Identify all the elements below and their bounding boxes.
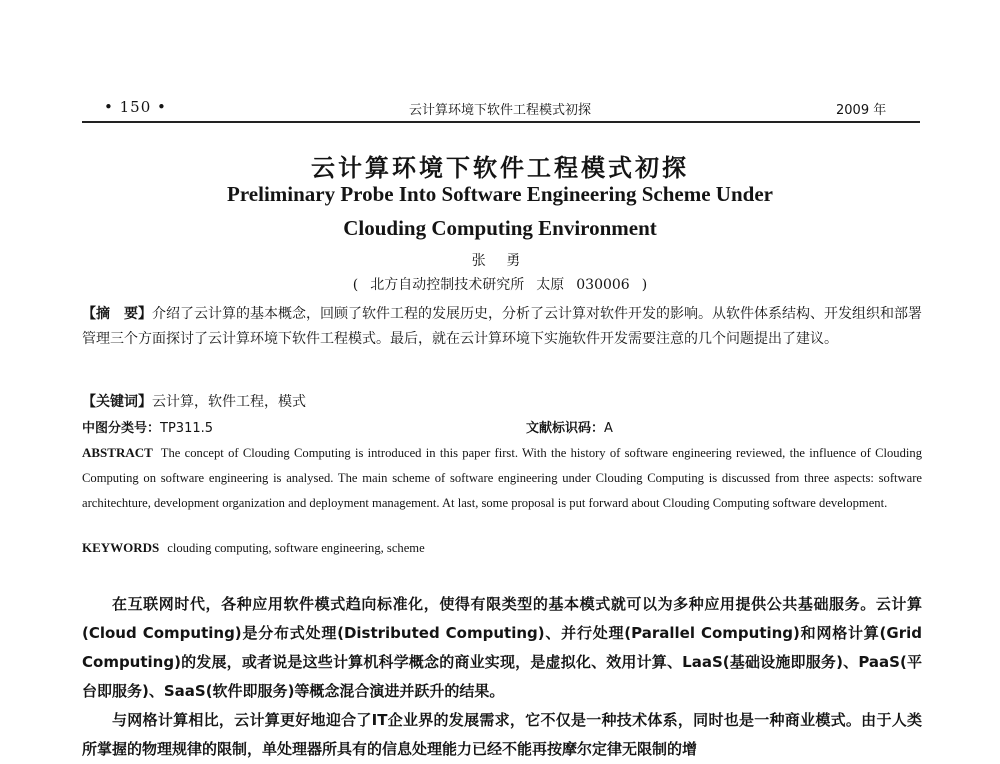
title-english-line2: Clouding Computing Environment [343, 216, 657, 240]
affiliation-close: ) [641, 277, 648, 293]
keywords-english [82, 540, 425, 556]
running-title: 云计算环境下软件工程模式初探 [408, 103, 591, 118]
header-rule [82, 121, 920, 123]
abstract-english [82, 440, 922, 516]
abstract-english-label: ABSTRACT [82, 445, 153, 460]
doc-code-value: A [604, 421, 613, 436]
body-paragraph-1: 在互联网时代，各种应用软件模式趋向标准化，使得有限类型的基本模式就可以为多种应用提供公共基础服务。云计算(Cloud Computing)是分布式处理(Distributed Computing)、并行处理(Parallel Computing)和网格计算(Grid Computing)的发展，或者说是这些计算机科学概念的商业实现，是虚拟化、效用计算、LaaS(基础设施即服务)、PaaS(平台即服务)、SaaS(软件即服务)等概念混合演进并跃升的结果。 [82, 595, 922, 700]
title-chinese: 云计算环境下软件工程模式初探 [311, 154, 689, 182]
abstract-chinese-text: 介绍了云计算的基本概念，回顾了软件工程的发展历史，分析了云计算对软件开发的影响。从软件体系结构、开发组织和部署管理三个方面探讨了云计算环境下软件工程模式。最后，就在云计算环境下实施软件开发需要注意的几个问题提出了建议。 [82, 306, 922, 347]
clc-value: TP311.5 [160, 421, 214, 436]
affiliation-city: 太原 [536, 277, 565, 293]
keywords-chinese-label: 【关键词】 [82, 394, 152, 410]
page-number: • 150 • [104, 98, 167, 116]
abstract-chinese [82, 302, 922, 352]
affiliation [0, 274, 1000, 294]
doc-code-label: 文献标识码： [526, 421, 605, 436]
affiliation-org: 北方自动控制技术研究所 [370, 277, 525, 293]
abstract-english-text: The concept of Clouding Computing is introduced in this paper first. With the history of software engineering reviewed, the influence of Clouding Computing on software engineering is analysed. The main scheme of software engineering under Clouding Computing is discussed from three aspects: software architechture, development organization and deployment management. At last, some proposal is put forward about Clouding Computing software development. [82, 446, 922, 510]
affiliation-open: ( [352, 277, 359, 293]
keywords-chinese [82, 391, 306, 411]
keywords-chinese-text: 云计算，软件工程，模式 [152, 394, 306, 410]
body-text [82, 590, 922, 764]
affiliation-postcode: 030006 [576, 277, 630, 293]
header-year: 2009 年 [836, 103, 887, 118]
body-paragraph-2: 与网格计算相比，云计算更好地迎合了IT企业界的发展需求，它不仅是一种技术体系，同时也是一种商业模式。由于人类所掌握的物理规律的限制，单处理器所具有的信息处理能力已经不能再按摩尔定律无限制的增 [82, 711, 922, 758]
author-name: 张 勇 [471, 253, 529, 269]
abstract-chinese-label: 【摘 要】 [82, 306, 152, 322]
keywords-english-text: clouding computing, software engineering, scheme [167, 541, 425, 555]
clc-label: 中图分类号： [82, 421, 161, 436]
keywords-english-label: KEYWORDS [82, 540, 160, 555]
title-english-line1: Preliminary Probe Into Software Engineering Scheme Under [227, 182, 773, 206]
